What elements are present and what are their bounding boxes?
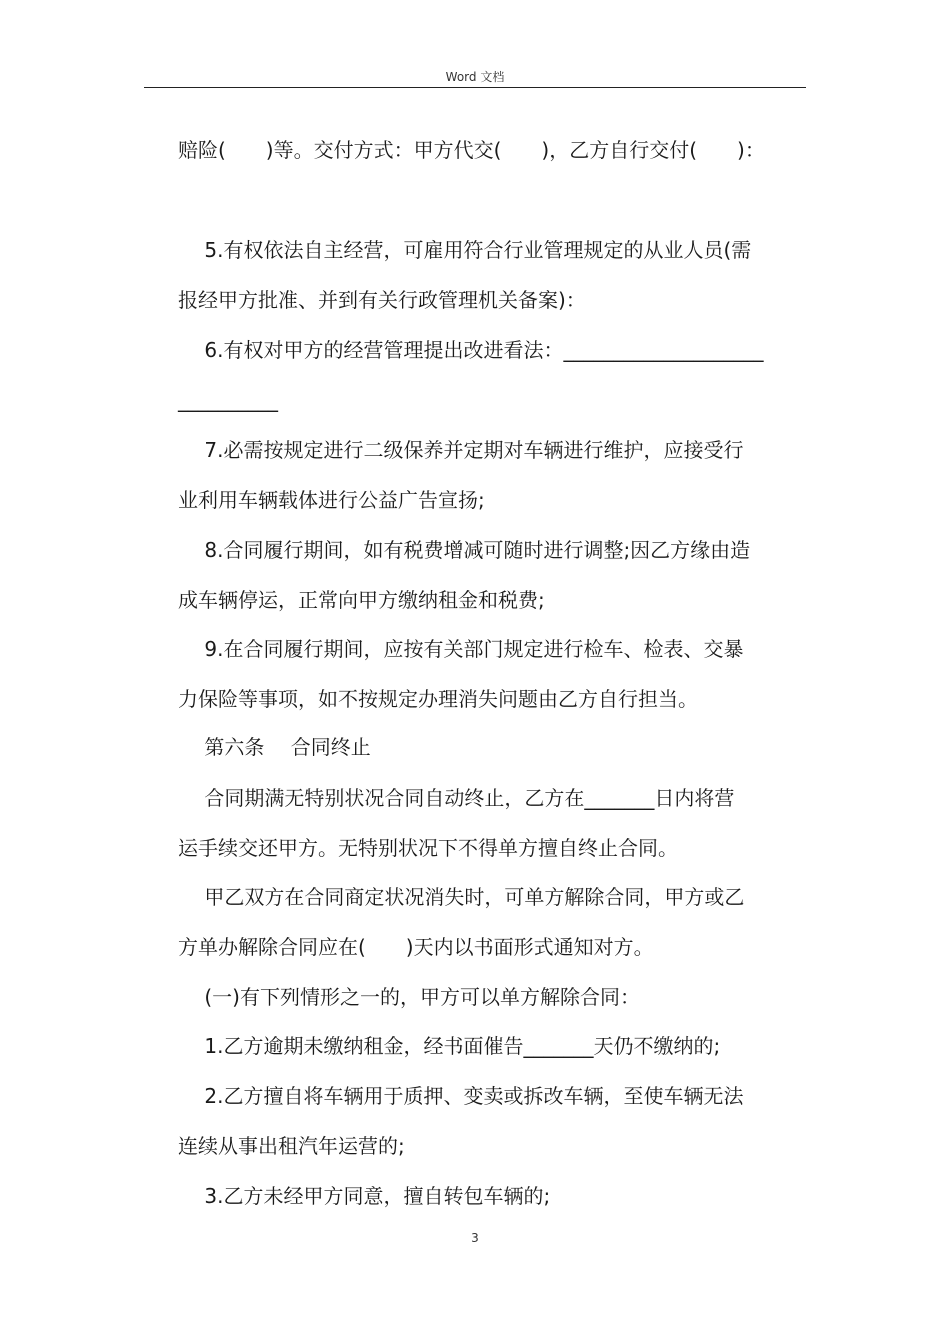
paragraph-line: 报经甲方批准、并到有关行政管理机关备案)： <box>178 288 586 312</box>
paragraph-line: 甲乙双方在合同商定状况消失时，可单方解除合同，甲方或乙 <box>178 885 745 909</box>
paragraph-line: 连续从事出租汽年运营的; <box>178 1134 405 1158</box>
paragraph-line: 5.有权依法自主经营，可雇用符合行业管理规定的从业人员(需 <box>178 238 752 262</box>
paragraph-line: __________ <box>178 388 278 412</box>
paragraph-line: 业利用车辆载体进行公益广告宣扬; <box>178 488 485 512</box>
paragraph-line: 6.有权对甲方的经营管理提出改进看法：____________________ <box>178 338 764 362</box>
paragraph-line: 2.乙方擅自将车辆用于质押、变卖或拆改车辆，至使车辆无法 <box>178 1084 744 1108</box>
section-heading: 第六条 合同终止 <box>178 735 371 759</box>
document-header-title: Word 文档 <box>445 70 505 84</box>
page-number: 3 <box>471 1231 479 1245</box>
paragraph-line: 8.合同履行期间，如有税费增减可随时进行调整;因乙方缘由造 <box>178 538 751 562</box>
paragraph-line: 3.乙方未经甲方同意，擅自转包车辆的; <box>178 1184 551 1208</box>
paragraph-line: 方单办解除合同应在( )天内以书面形式通知对方。 <box>178 935 654 959</box>
paragraph-line: (一)有下列情形之一的，甲方可以单方解除合同： <box>178 985 640 1009</box>
paragraph-line: 7.必需按规定进行二级保养并定期对车辆进行维护，应接受行 <box>178 438 744 462</box>
paragraph-line: 9.在合同履行期间，应按有关部门规定进行检车、检表、交暴 <box>178 637 744 661</box>
paragraph-line: 力保险等事项，如不按规定办理消失问题由乙方自行担当。 <box>178 687 698 711</box>
paragraph-line: 成车辆停运，正常向甲方缴纳租金和税费; <box>178 588 545 612</box>
paragraph-line: 合同期满无特别状况合同自动终止，乙方在_______日内将营 <box>178 786 735 810</box>
paragraph-line: 赔险( )等。交付方式：甲方代交( )，乙方自行交付( )： <box>178 138 765 162</box>
paragraph-line: 运手续交还甲方。无特别状况下不得单方擅自终止合同。 <box>178 836 678 860</box>
paragraph-line: 1.乙方逾期未缴纳租金，经书面催告_______天仍不缴纳的; <box>178 1034 721 1058</box>
header-divider <box>144 87 806 88</box>
